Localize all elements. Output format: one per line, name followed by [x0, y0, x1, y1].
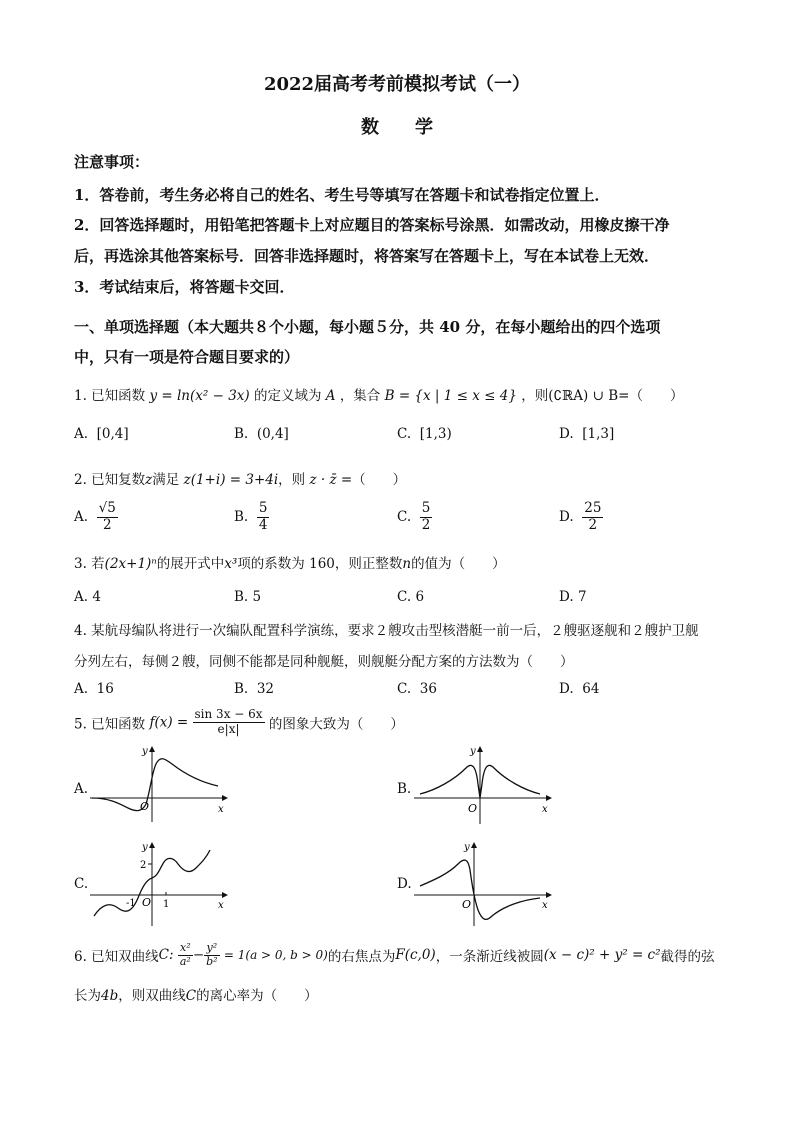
q1-option-c[interactable]: C. [1,3) [397, 426, 452, 442]
svg-text:x: x [542, 900, 548, 911]
y-arrow [149, 746, 155, 752]
svg-text:y: y [470, 746, 476, 757]
q1-function: y = ln(x² − 3x) [149, 388, 250, 404]
q2-option-a[interactable]: A. $\frac{√5}{2}$ [74, 500, 116, 533]
q1-tail: ，则(∁ℝA) ∪ B=（ ） [521, 388, 684, 404]
q5-option-c[interactable]: C. [74, 876, 89, 892]
svg-text:O: O [468, 802, 478, 815]
q4-option-c[interactable]: C. 36 [397, 681, 437, 697]
q1-mid2: ，集合 [339, 388, 381, 404]
x-label: x [218, 804, 224, 815]
x-arrow [222, 795, 228, 801]
section-heading-cont: 中，只有一项是符合题目要求的） [74, 348, 300, 366]
origin-label: O [140, 800, 150, 813]
exam-title: 2022届高考考前模拟考试（一） [263, 74, 531, 95]
q3-option-b[interactable]: B. 5 [234, 589, 262, 605]
question-6: 6. 已知双曲线C: $\frac{\text{x²}}{\text{a²}}$ − $\frac{\text{y²}}{\text{b²}}$ = 1(a > 0, b > 0)的右焦点为F(c,0)，一条渐近线被圆(x − c)² + y² = c²截得的弦 [74, 941, 715, 968]
note-item-2: 2．回答选择题时，用铅笔把答题卡上对应题目的答案标号涂黑．如需改动，用橡皮擦干净 [74, 216, 670, 234]
q2-product: z · z̄ = [309, 472, 353, 488]
svg-text:y: y [464, 842, 470, 853]
q5-option-b[interactable]: B. [397, 781, 412, 797]
curve [92, 759, 218, 811]
x-tick-pos-label: 1 [163, 899, 170, 910]
svg-text:y: y [142, 842, 148, 853]
svg-text:O: O [462, 898, 472, 911]
y-tick-label: 2 [140, 860, 147, 871]
q4-option-b[interactable]: B. 32 [234, 681, 274, 697]
q4-option-a[interactable]: A. 16 [74, 681, 114, 697]
note-item-3: 3．考试结束后，将答题卡交回． [74, 278, 295, 296]
subject-title: 数 学 [361, 117, 433, 138]
graph-c[interactable] [90, 840, 230, 930]
q3-option-a[interactable]: A. 4 [74, 589, 101, 605]
svg-text:x: x [218, 900, 224, 911]
q2-equation: z(1+i) = 3+4i [183, 472, 279, 488]
q1-setvar: A [325, 388, 336, 404]
question-3: 3. 若(2x+1)ⁿ的展开式中x³项的系数为 160，则正整数n的值为（ ） [74, 556, 506, 572]
q3-option-d[interactable]: D. 7 [559, 589, 587, 605]
question-4-cont: 分列左右，每侧２艘，同侧不能都是同种舰艇，则舰艇分配方案的方法数为（ ） [74, 654, 574, 670]
question-4: 4. 某航母编队将进行一次编队配置科学演练，要求２艘攻击型核潜艇一前一后，２艘驱逐舰和２艘护卫舰 [74, 623, 699, 639]
section-heading: 一、单项选择题（本大题共８个小题，每小题５分，共 40 分，在每小题给出的四个选项 [74, 318, 661, 336]
question-1 [74, 384, 683, 404]
note-item-2-cont: 后，再选涂其他答案标号．回答非选择题时，将答案写在答题卡上，写在本试卷上无效． [74, 247, 660, 265]
q3-option-c[interactable]: C. 6 [397, 589, 425, 605]
q2-option-b[interactable]: B. $\frac{5}{4}$ [234, 500, 268, 533]
graph-a[interactable] [90, 744, 230, 824]
q5-option-a[interactable]: A. [74, 781, 89, 797]
x-tick-neg-label: -1 [126, 898, 136, 909]
q1-option-d[interactable]: D. [1,3] [559, 426, 615, 442]
q2-option-c[interactable]: C. $\frac{5}{2}$ [397, 500, 431, 533]
question-5: 5. 已知函数 f(x) = $\frac{\sin 3x - 6x}{e|x|}$ 的图象大致为（ ） [74, 707, 404, 736]
q2-option-d[interactable]: D. $\frac{25}{2}$ [559, 500, 602, 533]
q1-prefix: 1. 已知函数 [74, 388, 146, 404]
svg-text:O: O [142, 896, 152, 909]
question-6-cont: 长为4b，则双曲线C的离心率为（ ） [74, 988, 318, 1004]
svg-text:x: x [542, 804, 548, 815]
graph-d[interactable] [414, 840, 554, 930]
q4-option-d[interactable]: D. 64 [559, 681, 600, 697]
graph-b[interactable] [414, 744, 554, 824]
y-label: y [142, 746, 148, 757]
q5-option-d[interactable]: D. [397, 876, 412, 892]
question-2: 2. 已知复数z满足 z(1+i) = 3+4i，则 z · z̄ =（ ） [74, 472, 407, 488]
q1-mid: 的定义域为 [253, 388, 322, 404]
q1-set: B = {x | 1 ≤ x ≤ 4} [384, 388, 517, 404]
q1-option-a[interactable]: A. [0,4] [74, 426, 129, 442]
notes-heading: 注意事项： [74, 153, 150, 171]
note-item-1: 1．答卷前，考生务必将自己的姓名、考生号等填写在答题卡和试卷指定位置上． [74, 186, 610, 204]
q1-option-b[interactable]: B. (0,4] [234, 426, 289, 442]
